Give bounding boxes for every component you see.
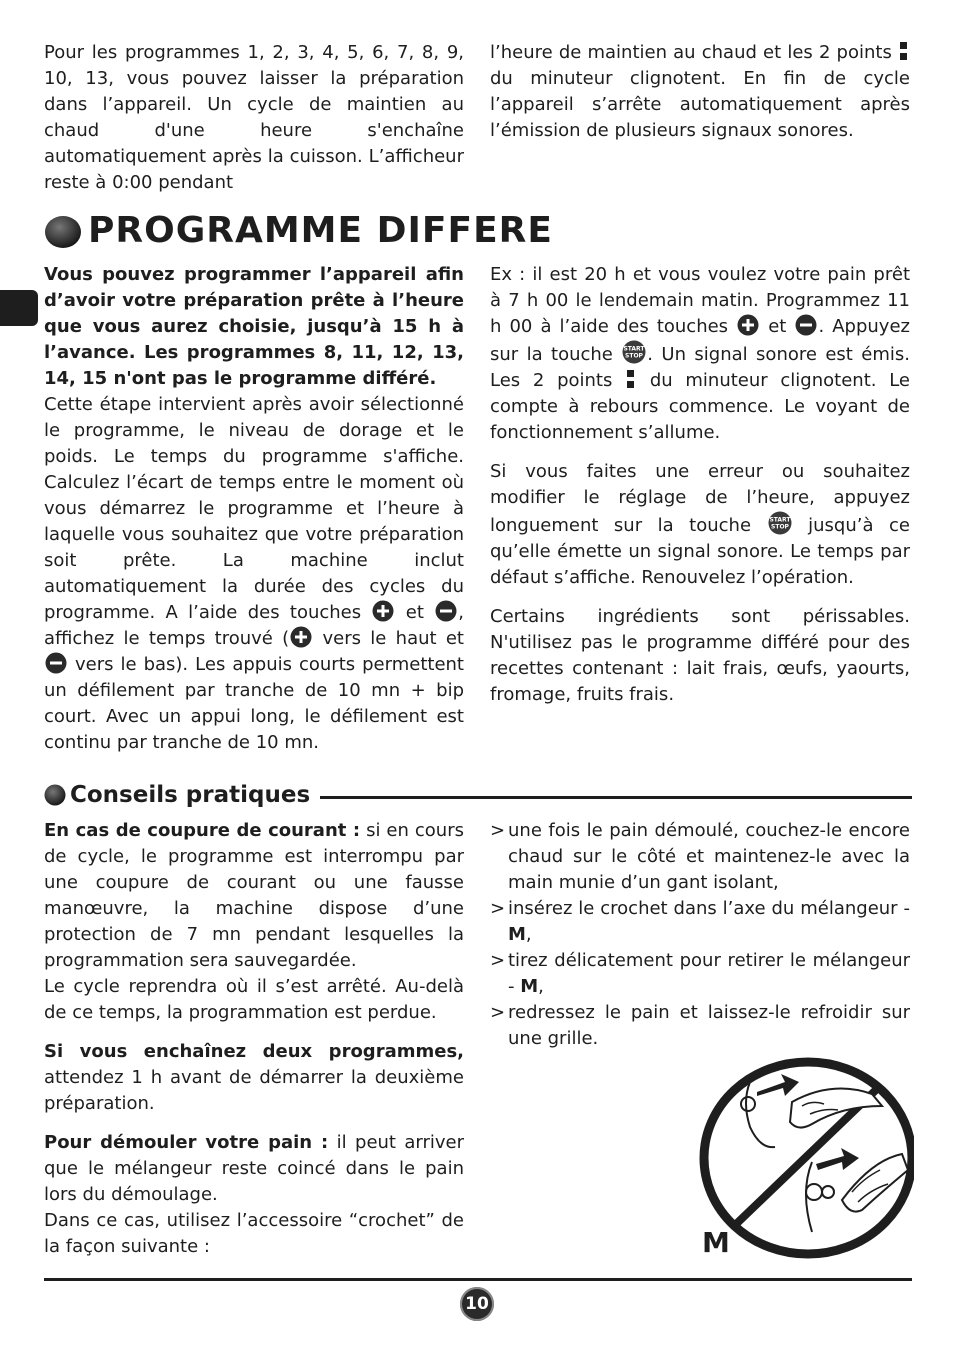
body-b: , affichez le temps trouvé ( bbox=[44, 602, 464, 649]
intro-right-a: l’heure de maintien au chaud et les 2 points bbox=[490, 42, 892, 63]
ex-et: et bbox=[768, 316, 787, 337]
tips-right bbox=[490, 818, 910, 1052]
bullet-item bbox=[490, 1000, 910, 1052]
bullet-text-part: insérez le crochet dans l’axe du mélangeur - bbox=[508, 898, 910, 919]
body-d: vers le bas). Les appuis courts permettent un défilement par tranche de 10 mn + bip court. Avec un appui long, le défilement est continu par tranche de 10 mn. bbox=[44, 654, 464, 753]
section-body bbox=[44, 392, 464, 756]
ex-b: . Appuyez sur la touche bbox=[490, 316, 910, 365]
ex-a: Ex : il est 20 h et vous voulez votre pain prêt à 7 h 00 le lendemain matin. Programmez 11 h 00 à l’aide des touches bbox=[490, 264, 910, 337]
minus-button-icon bbox=[45, 652, 67, 674]
intro-right bbox=[490, 40, 910, 144]
bullet-item bbox=[490, 896, 910, 948]
ex-d: du minuteur clignotent. Le compte à rebours commence. Le voyant de fonctionnement s’allume. bbox=[490, 370, 910, 443]
tip-power-cut-text: si en cours de cycle, le programme est interrompu par une coupure de courant ou une fausse manœuvre, la machine dispose d’une protection de 7 mn pendant lesquelles la programmation sera sauvegardée. bbox=[44, 820, 464, 971]
error-paragraph bbox=[490, 459, 910, 591]
footer-rule bbox=[44, 1278, 912, 1281]
start-stop-button-icon bbox=[768, 511, 792, 535]
intro-right-b: du minuteur clignotent. En fin de cycle l’appareil s’arrête automatiquement après l’émission de plusieurs signaux sonores. bbox=[490, 68, 910, 141]
page-number: 10 bbox=[460, 1287, 494, 1321]
comma: , bbox=[525, 924, 532, 945]
m-label: M bbox=[520, 976, 539, 997]
intro-left-text: Pour les programmes 1, 2, 3, 4, 5, 6, 7, 8, 9, 10, 13, vous pouvez laisser la préparation dans l’appareil. Un cycle de maintien au chaud d'une heure s'enchaîne automatiquement après la cuisson. L’afficheur reste à 0:00 pendant bbox=[44, 42, 464, 193]
bullet-marker: > bbox=[490, 950, 506, 971]
tip-power-cut-2: Le cycle reprendra où il s’est arrêté. Au-delà de ce temps, la programmation est perdue. bbox=[44, 976, 464, 1023]
body-et: et bbox=[405, 602, 424, 623]
minus-button-icon bbox=[435, 600, 457, 622]
bullet-text: redressez le pain et laissez-le refroidir sur une grille. bbox=[508, 1002, 910, 1049]
tip-unmould-label: Pour démouler votre pain : bbox=[44, 1132, 329, 1153]
bullet-marker: > bbox=[490, 1002, 506, 1023]
tips-heading bbox=[44, 778, 912, 812]
warning-paragraph: Certains ingrédients sont périssables. N'utilisez pas le programme différé pour des recettes contenant : lait frais, œufs, yaourts, fromage, fruits frais. bbox=[490, 606, 910, 705]
tips-bullet-icon bbox=[44, 784, 66, 806]
tip-two-programs-label: Si vous enchaînez deux programmes, bbox=[44, 1041, 464, 1062]
plus-button-icon bbox=[372, 600, 394, 622]
illustration-m-label: M bbox=[702, 1226, 730, 1259]
start-stop-button-icon bbox=[622, 340, 646, 364]
plus-button-icon bbox=[290, 626, 312, 648]
tip-power-cut-label: En cas de coupure de courant : bbox=[44, 820, 361, 841]
bullet-text-part: tirez délicatement pour retirer le mélangeur - bbox=[508, 950, 910, 997]
tip-unmould-2: Dans ce cas, utilisez l’accessoire “crochet” de la façon suivante : bbox=[44, 1210, 464, 1257]
tip-unmould bbox=[44, 1130, 464, 1208]
prohibited-method-illustration bbox=[692, 1052, 914, 1260]
example-paragraph bbox=[490, 262, 910, 446]
section-bullet-icon bbox=[44, 212, 82, 250]
ex-c: . Un signal sonore est émis. Les 2 points bbox=[490, 344, 910, 391]
plus-button-icon bbox=[737, 314, 759, 336]
err-a: Si vous faites une erreur ou souhaitez modifier le réglage de l’heure, appuyez longuement sur la touche bbox=[490, 461, 910, 536]
tips-rule bbox=[320, 796, 912, 799]
intro-left bbox=[44, 40, 464, 196]
section-title-text: PROGRAMME DIFFERE bbox=[88, 210, 553, 251]
page-tab-marker bbox=[0, 290, 38, 326]
body-c: vers le haut et bbox=[322, 628, 464, 649]
tip-unmould-text: il peut arriver que le mélangeur reste coincé dans le pain lors du démoulage. bbox=[44, 1132, 465, 1205]
section-right bbox=[490, 262, 910, 708]
minus-button-icon bbox=[795, 314, 817, 336]
bullet-item bbox=[490, 818, 910, 896]
tips-left bbox=[44, 818, 464, 1260]
tips-title: Conseils pratiques bbox=[70, 782, 311, 808]
tip-two-programs-text: attendez 1 h avant de démarrer la deuxième préparation. bbox=[44, 1067, 464, 1114]
intro-right-text bbox=[490, 40, 910, 144]
stop-label: STOP bbox=[770, 523, 789, 531]
colon-dots-icon bbox=[626, 368, 636, 390]
stop-label: STOP bbox=[625, 352, 644, 360]
section-title bbox=[44, 208, 553, 254]
bullet-text: une fois le pain démoulé, couchez-le encore chaud sur le côté et maintenez-le avec la main munie d’un gant isolant, bbox=[508, 820, 910, 893]
bullet-item bbox=[490, 948, 910, 1000]
comma: , bbox=[538, 976, 544, 997]
tip-two-programs bbox=[44, 1039, 464, 1117]
err-b: jusqu’à ce qu’elle émette un signal sonore. Le temps par défaut s’affiche. Renouvelez l’opération. bbox=[490, 515, 910, 588]
bullet-marker: > bbox=[490, 898, 506, 919]
start-label: START bbox=[623, 345, 645, 353]
body-a: Cette étape intervient après avoir sélectionné le programme, le niveau de dorage et le poids. Le temps du programme s'affiche. Calculez l’écart de temps entre le moment où vous démarrez le programme et l’heure à laquelle vous souhaitez que votre préparation soit prête. La machine inclut automatiquement la durée des cycles du programme. A l’aide des touches bbox=[44, 394, 464, 623]
bullet-text bbox=[508, 948, 910, 1000]
section-bold-intro: Vous pouvez programmer l’appareil afin d’avoir votre préparation prête à l’heure que vous aurez choisie, jusqu’à 15 h à l’avance. Les programmes 8, 11, 12, 13, 14, 15 n'ont pas le programme différé. bbox=[44, 264, 464, 389]
bullet-text bbox=[508, 896, 910, 948]
m-label: M bbox=[508, 924, 526, 945]
section-left bbox=[44, 262, 464, 756]
tip-power-cut bbox=[44, 818, 464, 974]
colon-dots-icon bbox=[899, 40, 909, 62]
bullet-marker: > bbox=[490, 820, 506, 841]
start-label: START bbox=[769, 516, 791, 524]
